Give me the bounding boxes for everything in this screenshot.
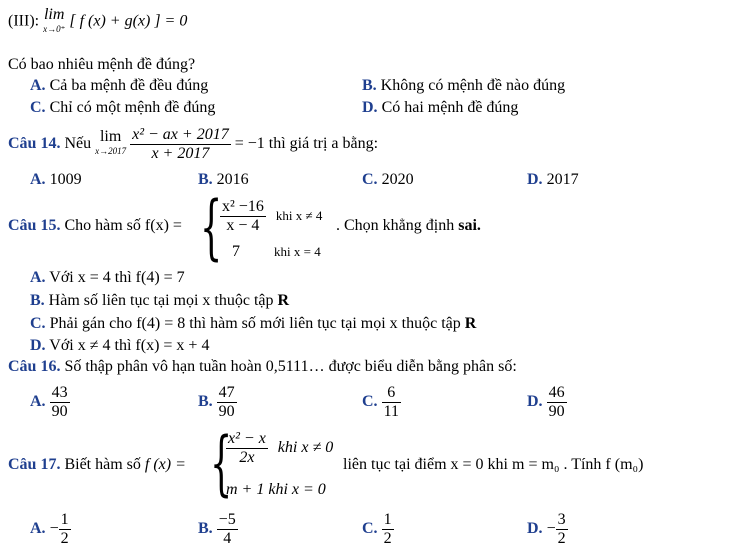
q16-option-c[interactable]: C. $\frac{6}{11}$ bbox=[362, 383, 399, 420]
question-intro: Có bao nhiêu mệnh đề đúng? bbox=[8, 56, 196, 73]
q17-stem-end: liên tục tại điểm x = 0 khi m = m₀ . Tính f (m₀) bbox=[343, 456, 644, 473]
q14-stem: Câu 14. Nếu lim x→2017 $\frac{\text{x² − ax + 2017}}{x + 2017}$ = −1 thì giá trị a bằng: bbox=[8, 125, 379, 162]
q15-option-d[interactable]: D. Với x ≠ 4 thì f(x) = x + 4 bbox=[30, 337, 210, 354]
q17-option-c[interactable]: C. $\frac{1}{2}$ bbox=[362, 510, 392, 547]
q17-case2: m + 1 khi x = 0 bbox=[226, 481, 326, 498]
limit: lim x→2017 bbox=[95, 128, 127, 157]
part3-line bbox=[8, 8, 187, 36]
q14-option-c[interactable]: C. 2020 bbox=[362, 171, 414, 188]
q17-option-d[interactable]: D. − $\frac{3}{2}$ bbox=[527, 510, 566, 547]
q13-option-c[interactable]: C. Chỉ có một mệnh đề đúng bbox=[30, 99, 216, 116]
q16-stem: Câu 16. Số thập phân vô hạn tuần hoàn 0,5111… được biểu diễn bằng phân số: bbox=[8, 358, 517, 375]
q14-option-d[interactable]: D. 2017 bbox=[527, 171, 579, 188]
q15-case1: $\frac{\text{x² −16}}{x - 4}$ khi x ≠ 4 bbox=[222, 198, 323, 234]
q17-option-a[interactable]: A. − $\frac{1}{2}$ bbox=[30, 510, 69, 547]
q14-label: Câu 14. bbox=[8, 135, 61, 152]
q14-fraction: $\frac{\text{x² − ax + 2017}}{x + 2017}$ bbox=[132, 125, 229, 162]
q13-option-b[interactable]: B. Không có mệnh đề nào đúng bbox=[362, 77, 566, 94]
q15-option-b[interactable]: B. Hàm số liên tục tại mọi x thuộc tập R bbox=[30, 292, 290, 309]
q15-option-a[interactable]: A. Với x = 4 thì f(4) = 7 bbox=[30, 269, 185, 286]
q13-option-a[interactable]: A. Cả ba mệnh đề đều đúng bbox=[30, 77, 209, 94]
q15-option-c[interactable]: C. Phải gán cho f(4) = 8 thì hàm số mới liên tục tại mọi x thuộc tập R bbox=[30, 315, 477, 332]
q13-option-d[interactable]: D. Có hai mệnh đề đúng bbox=[362, 99, 519, 116]
q14-option-b[interactable]: B. 2016 bbox=[198, 171, 249, 188]
part3-expr: [ f (x) + g(x) ] = 0 bbox=[69, 12, 188, 30]
brace: { bbox=[200, 186, 223, 268]
q16-option-d[interactable]: D. $\frac{46}{90}$ bbox=[527, 383, 565, 420]
q16-option-a[interactable]: A. $\frac{43}{90}$ bbox=[30, 383, 68, 420]
brace: { bbox=[210, 422, 233, 504]
q17-case1: $\frac{\text{x² − x}}{2x}$ khi x ≠ 0 bbox=[228, 430, 334, 466]
q17-stem-start: Câu 17. Biết hàm số f (x) = bbox=[8, 456, 186, 473]
q17-option-b[interactable]: B. $\frac{-5}{4}$ bbox=[198, 510, 236, 547]
q14-option-a[interactable]: A. 1009 bbox=[30, 171, 82, 188]
limit: lim x→0⁺ bbox=[43, 6, 66, 34]
q16-option-b[interactable]: B. $\frac{47}{90}$ bbox=[198, 383, 235, 420]
q15-case2: 7 khi x = 4 bbox=[232, 243, 321, 260]
q15-stem-end: . Chọn khẳng định sai. bbox=[336, 217, 481, 234]
part3-label: (III): bbox=[8, 12, 40, 30]
q15-stem-start: Câu 15. Cho hàm số f(x) = bbox=[8, 217, 182, 234]
